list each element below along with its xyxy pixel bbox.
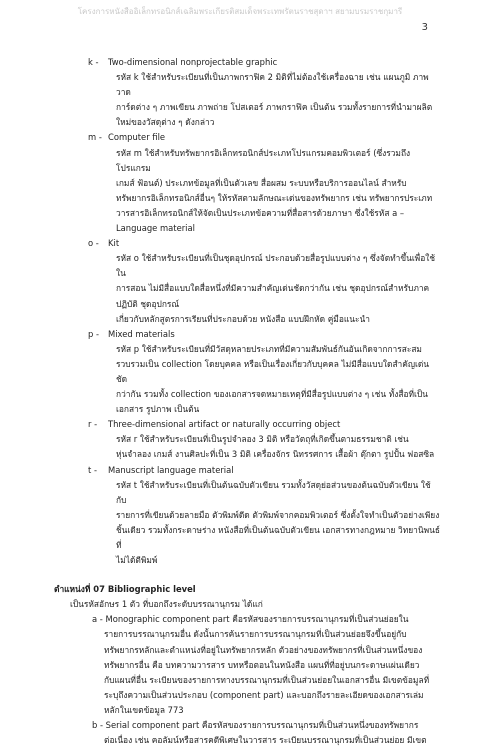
text-line: ทรัพยากรอื่น คือ บทความวารสาร บทหรือตอนในหนังสือ แผนที่ที่อยู่บนกระดาษแผ่นเดียว [104, 659, 420, 670]
text-line: รหัส r ใช้สำหรับระเบียนที่เป็นรูปจำลอง 3 มิติ หรือวัตถุที่เกิดขึ้นตามธรรมชาติ เช่น [116, 434, 409, 445]
text-line: ชิ้นเดียว รวมทั้งกระดาษร่าง หนังสือที่เป็นต้นฉบับตัวเขียน เอกสารทางกฎหมาย วิทยานิพนธ์ที่ [116, 524, 440, 550]
text-line: หลักในเขตข้อมูล 773 [104, 704, 184, 715]
list-item [54, 417, 440, 462]
text-line: เอกสาร รูปภาพ เป็นต้น [116, 404, 200, 415]
section-heading: ตำแหน่งที่ 07 Bibliographic level [54, 584, 196, 595]
item-description [116, 251, 440, 326]
document-body [54, 55, 440, 748]
text-line: ระบุถึงความเป็นส่วนประกอบ (component part) และบอกถึงรายละเอียดของเอกสารเล่ม [104, 689, 424, 700]
item-title: Manuscript language material [108, 464, 234, 475]
item-heading [88, 327, 440, 342]
subitem-heading [92, 612, 440, 627]
item-heading [88, 417, 440, 432]
text-line: กว่ากัน รวมทั้ง collection ของเอกสารจดหมายเหตุที่มีสื่อรูปแบบต่าง ๆ เช่น ทั้งสื่อที่เป็น [116, 389, 428, 400]
item-code: k - [88, 57, 99, 67]
subitem-heading [92, 718, 440, 733]
text-line: รายการที่เขียนด้วยลายมือ ตัวพิมพ์ดีด ตัวพิมพ์จากคอมพิวเตอร์ ซึ่งตั้งใจทำเป็นตัวอย่างเพียง [116, 509, 440, 520]
text-line: การสอน ไม่มีสื่อแบบใดสื่อหนึ่งที่มีความสำคัญเด่นชัดกว่ากัน เช่น ชุดอุปกรณ์สำหรับภาคปฏิบัติ ชุดอุปกรณ์ [116, 283, 430, 309]
subitem-description [104, 733, 440, 748]
item-description [116, 70, 440, 130]
text-line: วารสารอิเล็กทรอนิกส์ให้จัดเป็นประเภทข้อความที่สื่อสารด้วยภาษา ซึ่งใช้รหัส a – Language material [116, 207, 405, 234]
item-heading [88, 236, 440, 251]
list-item [54, 236, 440, 327]
item-code: p - [88, 328, 100, 339]
item-title: Two-dimensional nonprojectable graphic [108, 57, 278, 67]
header-watermark: โครงการหนังสืออิเล็กทรอนิกส์เฉลิมพระเกียรติสมเด็จพระเทพรัตนราชสุดาฯ สยามบรมราชกุมารี [77, 7, 403, 16]
text-line: รหัส t ใช้สำหรับระเบียนที่เป็นต้นฉบับตัวเขียน รวมทั้งวัสดุย่อส่วนของต้นฉบับตัวเขียน ใช้กับ [116, 479, 431, 505]
list-item [54, 718, 440, 748]
list-item [54, 327, 440, 418]
item-title: Computer file [108, 132, 166, 143]
item-code: r - [88, 419, 98, 430]
item-code: m - [88, 132, 102, 143]
item-code: t - [88, 464, 97, 475]
item-description [116, 478, 440, 569]
item-description [116, 432, 440, 462]
text-line: รหัส p ใช้สำหรับระเบียนที่มีวัสดุหลายประเภทที่มีความสัมพันธ์กันอันเกิดจากการสะสม [116, 343, 422, 354]
text-line: a - Monographic component part คือรหัสของรายการบรรณานุกรมที่เป็นส่วนย่อยใน [92, 614, 409, 625]
list-item [54, 130, 440, 236]
item-description [116, 342, 440, 417]
text-line: รวบรวมเป็น collection โดยบุคคล หรือเป็นเรื่องเกี่ยวกับบุคคล ไม่มีสื่อแบบใดสำคัญเด่นชัด [116, 358, 430, 384]
page-number: 3 [421, 22, 428, 33]
item-heading [88, 55, 440, 70]
text-line: การ์ดต่าง ๆ ภาพเขียน ภาพถ่าย โปสเตอร์ ภาพกราฟิค เป็นต้น รวมทั้งรายการที่นำมาผลิต [116, 102, 433, 113]
text-line: กับแผนที่อื่น ระเบียนของรายการทางบรรณานุกรมที่เป็นส่วนย่อยในเอกสารอื่น มีเขตข้อมูลที่ [104, 674, 430, 685]
list-item [54, 612, 440, 718]
item-title: Three-dimensional artifact or naturally occurring object [108, 419, 341, 430]
text-line: รหัส k ใช้สำหรับระเบียนที่เป็นภาพกราฟิค 2 มิติที่ไม่ต้องใช้เครื่องฉาย เช่น แผนภูมิ ภาพวาด [116, 72, 429, 98]
section-intro: เป็นรหัสอักษร 1 ตัว ที่บอกถึงระดับบรรณานุกรม ได้แก่ [70, 599, 263, 610]
text-line: ต่อเนื่อง เช่น คอลัมน์หรือสารคดีพิเศษในวารสาร ระเบียนบรรณานุกรมที่เป็นส่วนย่อย มีเขต [104, 735, 427, 746]
item-title: Mixed materials [108, 328, 175, 339]
text-line: รหัส o ใช้สำหรับระเบียนที่เป็นชุดอุปกรณ์ ประกอบด้วยสื่อรูปแบบต่าง ๆ ซึ่งจัดทำขึ้นเพื่อใช้ใน [116, 253, 436, 279]
text-line: หุ่นจำลอง เกมส์ งานศิลปะที่เป็น 3 มิติ เครื่องจักร นิทรรศการ เสื้อผ้า ตุ๊กตา รูปปั้น ฟอสซิล [116, 449, 435, 460]
text-line: ทรัพยากรอิเล็กทรอนิกส์อื่นๆ ให้รหัสตามลักษณะเด่นของทรัพยากร เช่น ทรัพยากรประเภท [116, 192, 433, 203]
text-line: เกี่ยวกับหลักสูตรการเรียนที่ประกอบด้วย หนังสือ แบบฝึกหัด คู่มือแนะนำ [116, 313, 370, 324]
subitem-description [104, 627, 440, 718]
text-line: ไม่ได้ตีพิมพ์ [116, 555, 158, 566]
text-line: เกมส์ ฟ้อนต์) ประเภทข้อมูลที่เป็นตัวเลข สื่อผสม ระบบหรือบริการออนไลน์ สำหรับ [116, 177, 407, 188]
text-line: b - Serial component part คือรหัสของรายการบรรณานุกรมที่เป็นส่วนหนึ่งของทรัพยากร [92, 720, 419, 731]
item-description [116, 146, 440, 237]
item-title: Kit [108, 238, 120, 249]
text-line: ใหม่ของวัสดุต่าง ๆ ดังกล่าว [116, 117, 215, 128]
item-heading [88, 463, 440, 478]
text-line: รหัส m ใช้สำหรับทรัพยากรอิเล็กทรอนิกส์ประเภทโปรแกรมคอมพิวเตอร์ (ซึ่งรวมถึงโปรแกรม [116, 147, 411, 173]
text-line: รายการบรรณานุกรมอื่น ดังนั้นการค้นรายการบรรณานุกรมที่เป็นส่วนย่อยจึงขึ้นอยู่กับ [104, 629, 407, 640]
item-heading [88, 130, 440, 145]
list-item [54, 55, 440, 130]
text-line: ทรัพยากรหลักและตำแหน่งที่อยู่ในทรัพยากรหลัก ตัวอย่างของทรัพยากรที่เป็นส่วนหนึ่งของ [104, 644, 423, 655]
list-item [54, 463, 440, 569]
item-code: o - [88, 238, 99, 249]
